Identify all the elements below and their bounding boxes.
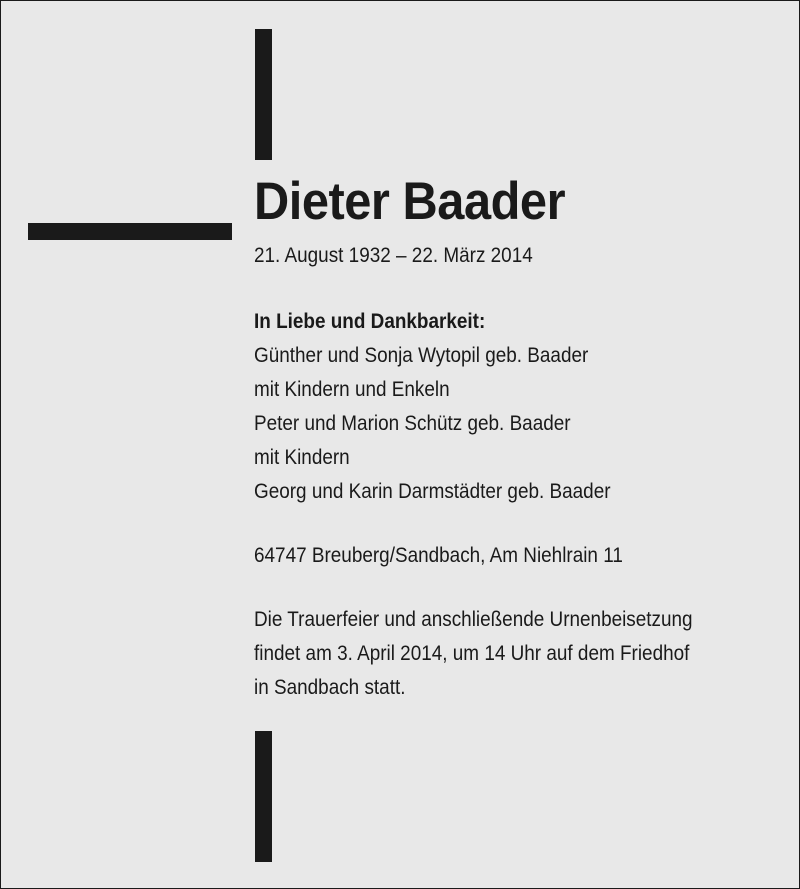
ceremony-line: Die Trauerfeier und anschließende Urnenbeisetzung xyxy=(254,607,693,631)
life-dates: 21. August 1932 – 22. März 2014 xyxy=(254,243,533,267)
ceremony-line: findet am 3. April 2014, um 14 Uhr auf dem Friedhof xyxy=(254,641,690,665)
cross-bottom-bar xyxy=(255,731,272,862)
mourner-line: mit Kindern xyxy=(254,445,350,469)
notice-content xyxy=(254,166,789,704)
cross-top-bar xyxy=(255,29,272,160)
mourner-line: Günther und Sonja Wytopil geb. Baader xyxy=(254,343,589,367)
address: 64747 Breuberg/Sandbach, Am Niehlrain 11 xyxy=(254,543,623,567)
mourner-line: mit Kindern und Enkeln xyxy=(254,377,450,401)
deceased-name: Dieter Baader xyxy=(254,172,566,231)
cross-left-bar xyxy=(28,223,232,240)
ceremony-line: in Sandbach statt. xyxy=(254,675,406,699)
mourner-line: Peter und Marion Schütz geb. Baader xyxy=(254,411,571,435)
mourners-heading: In Liebe und Dankbarkeit: xyxy=(254,309,486,333)
mourner-line: Georg und Karin Darmstädter geb. Baader xyxy=(254,479,611,503)
